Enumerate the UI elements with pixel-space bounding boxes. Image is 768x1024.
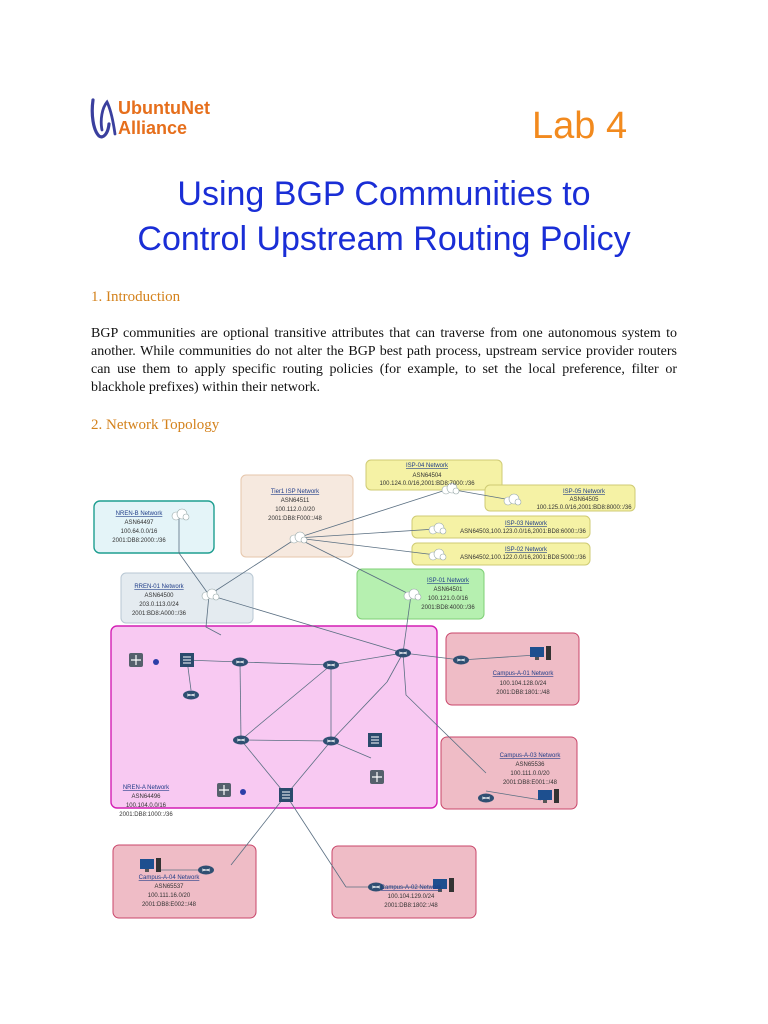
page-title (0, 172, 768, 262)
isp02-name: ISP-02 Network (504, 547, 548, 553)
campusa03-prefix6: 2001:DB8:E001::/48 (502, 780, 558, 786)
isp03-info: ASN64503,100.123.0.0/16,2001:BD8:6000::/36 (460, 529, 586, 535)
campusa03-name: Campus-A-03 Network (499, 753, 561, 759)
isp04-prefix: 100.124.0.0/16,2001:BD8:7000::/36 (379, 481, 475, 487)
tier1-asn: ASN64511 (280, 498, 310, 504)
tier1-name: Tier1 ISP Network (270, 489, 320, 495)
isp01-prefix4: 100.121.0.0/16 (427, 596, 469, 602)
title-line2: Control Upstream Routing Policy (137, 220, 631, 258)
ubuntunet-logo-icon (90, 94, 118, 140)
isp05-asn: ASN64505 (569, 497, 599, 503)
nrena-name: NREN-A Network (122, 785, 170, 791)
introduction-paragraph: BGP communities are optional transitive attributes that can traverse from one autonomous system to another. While communities do not alter the BGP best path process, upstream service provider routers can use them to apply specific routing policies (for example, to set the local preference, filter or blackhole prefixes) within their network. (91, 326, 677, 395)
section-heading-introduction: 1. Introduction (91, 289, 181, 305)
ubuntunet-logo (90, 94, 290, 144)
isp01-box (357, 569, 484, 619)
campusa03-prefix4: 100.111.0.0/20 (510, 771, 550, 777)
isp04-asn: ASN64504 (412, 473, 442, 479)
rren01-name: RREN-01 Network (134, 584, 184, 590)
campusa01-prefix4: 100.104.128.0/24 (499, 681, 547, 687)
campusa04-asn: ASN65537 (154, 884, 184, 890)
logo-text-line2: Alliance (118, 118, 188, 138)
isp01-prefix6: 2001:BD8:4000::/36 (421, 605, 475, 611)
campusa02-name: Campus-A-02 Network (380, 885, 442, 891)
campusa01-name: Campus-A-01 Network (492, 671, 554, 677)
nrenb-prefix4: 100.64.0.0/16 (120, 529, 158, 535)
rren01-asn: ASN64500 (144, 593, 174, 599)
logo-text-line1: UbuntuNet (118, 98, 210, 118)
campusa02-prefix4: 100.104.129.0/24 (387, 894, 435, 900)
nrena-prefix6: 2001:DB8:1000::/36 (119, 812, 173, 818)
section-heading-network-topology: 2. Network Topology (91, 417, 220, 433)
rren01-prefix6: 2001:BD8:A000::/36 (131, 611, 187, 617)
campusa01-prefix6: 2001:DB8:1801::/48 (496, 690, 550, 696)
tier1-prefix4: 100.112.0.0/20 (275, 507, 315, 513)
isp05-name: ISP-05 Network (562, 489, 606, 495)
nrenb-box (94, 501, 214, 553)
campusa04-prefix4: 100.111.16.0/20 (147, 893, 191, 899)
nrenb-prefix6: 2001:DB8:2000::/36 (112, 538, 166, 544)
isp04-name: ISP-04 Network (405, 463, 449, 469)
nrenb-name: NREN-B Network (115, 511, 163, 517)
campusa04-name: Campus-A-04 Network (138, 875, 200, 881)
nrena-asn: ASN64496 (131, 794, 161, 800)
isp05-prefix: 100.125.0.0/16,2001:BD8:8000::/36 (536, 505, 632, 511)
nrenb-asn: ASN64497 (124, 520, 154, 526)
isp01-asn: ASN64501 (433, 587, 463, 593)
isp03-name: ISP-03 Network (504, 521, 548, 527)
campusa02-prefix6: 2001:DB8:1802::/48 (384, 903, 438, 909)
lab-label: Lab 4 (532, 105, 628, 147)
rren01-prefix4: 203.0.113.0/24 (139, 602, 179, 608)
isp02-info: ASN64502,100.122.0.0/16,2001:BD8:5000::/36 (460, 555, 586, 561)
tier1-prefix6: 2001:DB8:F000::/48 (268, 516, 322, 522)
network-topology-diagram (91, 455, 665, 925)
campusa04-prefix6: 2001:DB8:E002::/48 (141, 902, 197, 908)
campusa03-asn: ASN65536 (515, 762, 545, 768)
nrena-prefix4: 100.104.0.0/16 (125, 803, 167, 809)
title-line1: Using BGP Communities to (177, 175, 591, 213)
isp01-name: ISP-01 Network (426, 578, 470, 584)
